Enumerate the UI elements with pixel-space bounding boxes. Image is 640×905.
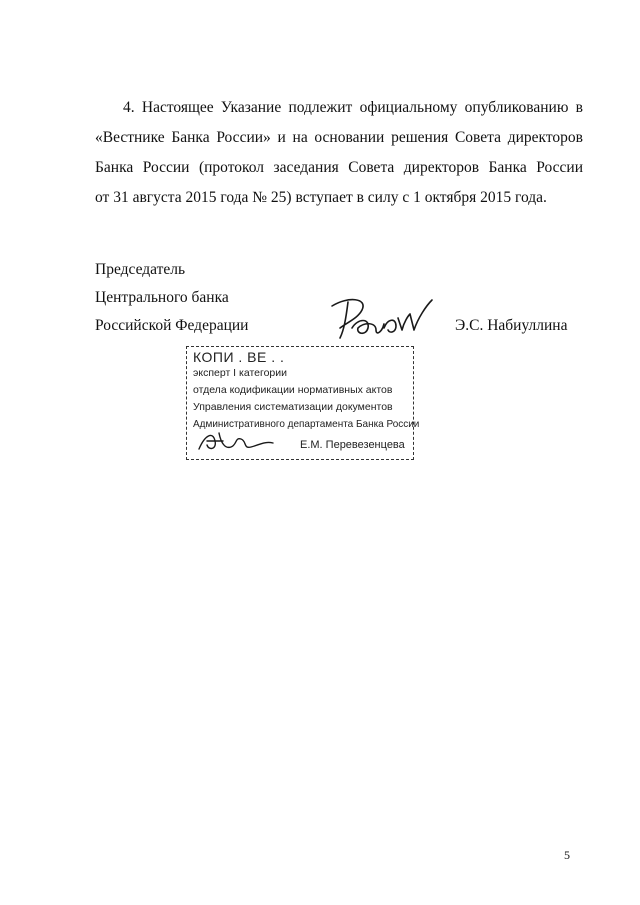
- signatory-title-line-1: Председатель: [95, 261, 186, 278]
- signatory-title-line-2: Центрального банка: [95, 289, 229, 306]
- signatory-name: Э.С. Набиуллина: [455, 317, 568, 334]
- stamp-line-bank-department: Административного департамента Банка России: [193, 418, 420, 430]
- stamp-line-position: эксперт I категории: [193, 367, 287, 379]
- stamp-name: Е.М. Перевезенцева: [300, 439, 405, 451]
- main-paragraph: [95, 93, 583, 213]
- signatory-title: [95, 256, 248, 340]
- paragraph-line-3: Банка России (протокол заседания Совета директоров Банка России: [95, 159, 583, 176]
- copy-certification-stamp: [186, 346, 420, 460]
- page-number: 5: [564, 848, 570, 862]
- signatory-title-line-3: Российской Федерации: [95, 317, 249, 334]
- stamp-line-department: отдела кодификации нормативных актов: [193, 384, 393, 396]
- stamp-handwritten-signature: [195, 427, 275, 455]
- stamp-line-directorate: Управления систематизации документов: [193, 401, 393, 413]
- paragraph-line-2: «Вестнике Банка России» и на основании решения Совета директоров: [95, 129, 583, 146]
- paragraph-line-4: от 31 августа 2015 года № 25) вступает в силу с 1 октября 2015 года.: [95, 189, 547, 206]
- handwritten-signature: [318, 288, 438, 348]
- stamp-title: КОПИ . ВЕ . .: [193, 349, 285, 365]
- paragraph-line-1: 4. Настоящее Указание подлежит официальному опубликованию в: [123, 99, 583, 116]
